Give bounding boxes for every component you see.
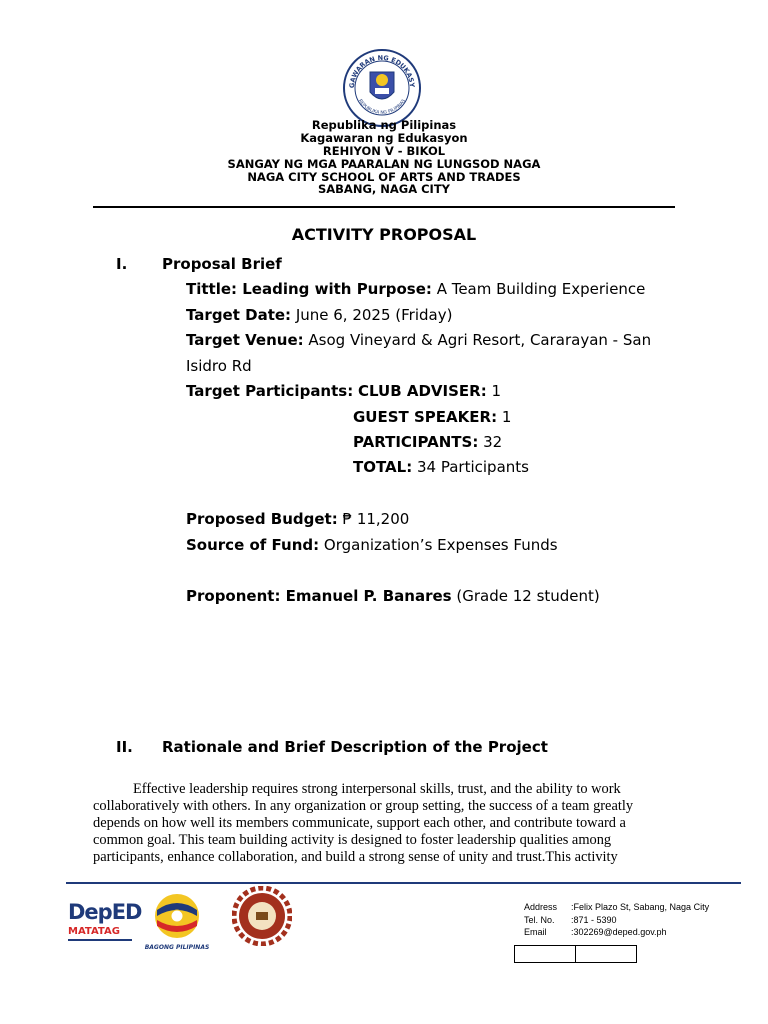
header-department: Kagawaran ng Edukasyon: [300, 131, 468, 145]
proponent-row: [186, 586, 600, 606]
svg-text:KAGAWARAN NG EDUKASYON: GAWARAN NG EDUKASY: [347, 53, 417, 89]
form-code-box: [514, 945, 637, 967]
header-divider: [93, 206, 675, 208]
venue-row: [186, 330, 651, 350]
total-value: 34 Participants: [417, 458, 529, 476]
bagong-pilipinas-emblem: [149, 892, 205, 940]
address-row: [524, 901, 709, 914]
matatag-underline: [68, 939, 132, 941]
tel-row: [524, 914, 709, 927]
svg-text:REPUBLIKA NG PILIPINAS: REPUBLIKA NG PILIPINAS: [357, 98, 407, 116]
contact-block: [524, 901, 709, 939]
fund-value: Organization’s Expenses Funds: [323, 536, 558, 554]
address-label: Address: [524, 902, 558, 912]
speaker-row: [353, 407, 511, 427]
rationale-paragraph: [93, 781, 675, 866]
adviser-label: CLUB ADVISER:: [358, 382, 487, 400]
email-label: Email: [524, 927, 547, 937]
section-2-title: Rationale and Brief Description of the Project: [162, 738, 548, 756]
budget-value: ₱ 11,200: [342, 510, 410, 528]
budget-label: Proposed Budget:: [186, 510, 338, 528]
title-value: A Team Building Experience: [436, 280, 646, 298]
title-row: [186, 279, 645, 299]
proponent-value: (Grade 12 student): [456, 587, 600, 605]
address-value: :Felix Plazo St, Sabang, Naga City: [571, 902, 710, 912]
form-code-cell-1: [514, 945, 576, 963]
gear-emblem: [232, 886, 292, 946]
part-row: [353, 432, 502, 452]
participants-label: Target Participants:: [186, 382, 354, 400]
total-row: [353, 457, 529, 477]
header-region: REHIYON V - BIKOL: [322, 144, 446, 158]
section-2-number: II.: [116, 738, 133, 756]
deped-wordmark: DepED: [68, 900, 142, 924]
section-1-number: I.: [116, 255, 128, 273]
total-label: TOTAL:: [353, 458, 413, 476]
date-row: [186, 305, 452, 325]
email-value: :302269@deped.gov.ph: [571, 927, 667, 937]
bagong-pilipinas-label: BAGONG PILIPINAS: [144, 944, 210, 951]
header-location: SABANG, NAGA CITY: [317, 182, 451, 196]
bagong-pilipinas-logo: [144, 892, 210, 951]
speaker-label: GUEST SPEAKER:: [353, 408, 498, 426]
adviser-value: 1: [491, 382, 502, 400]
header-school: NAGA CITY SCHOOL OF ARTS AND TRADES: [247, 170, 521, 184]
budget-row: [186, 509, 409, 529]
deped-seal-logo: [342, 48, 422, 128]
venue-label: Target Venue:: [186, 331, 304, 349]
form-code-cell-2: [575, 945, 637, 963]
participants-row: [186, 381, 501, 401]
part-label: PARTICIPANTS:: [353, 433, 479, 451]
speaker-value: 1: [501, 408, 512, 426]
page-title: ACTIVITY PROPOSAL: [291, 225, 477, 244]
header-division: SANGAY NG MGA PAARALAN NG LUNGSOD NAGA: [227, 157, 541, 171]
date-label: Target Date:: [186, 306, 292, 324]
proponent-label: Proponent: Emanuel P. Banares: [186, 587, 452, 605]
title-label: Tittle: Leading with Purpose:: [186, 280, 432, 298]
venue-value: Asog Vineyard & Agri Resort, Cararayan - San: [308, 331, 652, 349]
section-1-title: Proposal Brief: [162, 255, 282, 273]
fund-label: Source of Fund:: [186, 536, 320, 554]
footer-divider: [66, 882, 741, 884]
rationale-text: Effective leadership requires strong interpersonal skills, trust, and the ability to work collaboratively with others. In any organization or group setting, the success of a team greatly depends on how well its members communicate, support each other, and contribute toward a common goal. This team building activity is designed to foster leadership qualities among participants, enhance collaboration, and build a strong sense of unity and trust.This activity: [93, 781, 634, 865]
school-gear-logo: [232, 886, 292, 950]
venue-row-2: Isidro Rd: [186, 357, 252, 375]
email-row: [524, 926, 709, 939]
tel-value: :871 - 5390: [571, 914, 617, 925]
deped-logo: [68, 900, 142, 941]
header-republic: Republika ng Pilipinas: [311, 118, 457, 132]
matatag-label: MATATAG: [68, 926, 120, 937]
tel-label: Tel. No.: [524, 914, 555, 925]
date-value: June 6, 2025 (Friday): [295, 306, 453, 324]
part-value: 32: [483, 433, 503, 451]
fund-row: [186, 535, 558, 555]
